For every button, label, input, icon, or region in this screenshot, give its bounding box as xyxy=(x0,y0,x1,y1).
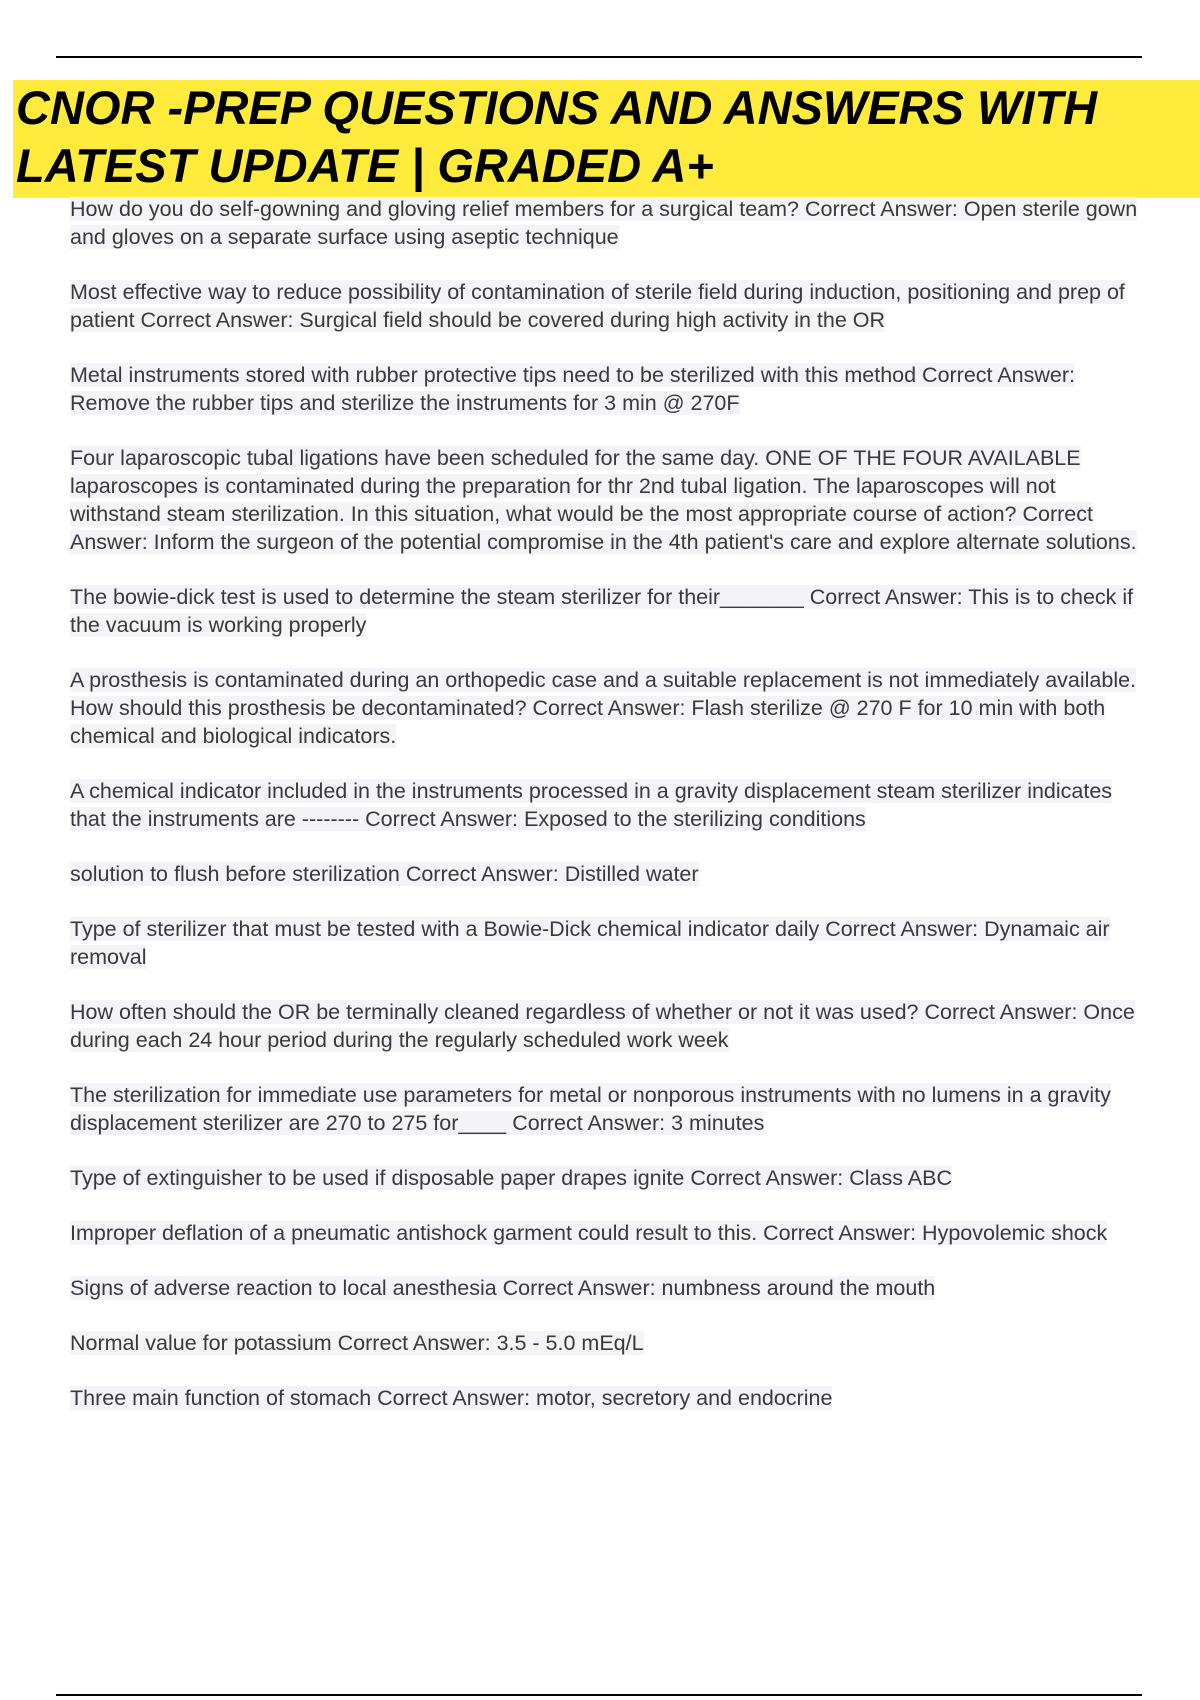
qa-item xyxy=(70,777,1150,833)
qa-list xyxy=(70,195,1150,1439)
qa-item xyxy=(70,1329,1150,1357)
qa-item-text: Type of sterilizer that must be tested with a Bowie-Dick chemical indicator daily Correct Answer: Dynamaic air removal xyxy=(70,917,1110,969)
qa-item-text: The bowie-dick test is used to determine the steam sterilizer for their_______ Correct Answer: This is to check if the vacuum is working properly xyxy=(70,585,1134,637)
qa-item xyxy=(70,583,1150,639)
top-divider xyxy=(56,56,1142,58)
qa-item xyxy=(70,444,1150,556)
qa-item xyxy=(70,1384,1150,1412)
qa-item-text: A chemical indicator included in the instruments processed in a gravity displacement steam sterilizer indicates that the instruments are -------- Correct Answer: Exposed to the sterilizing conditions xyxy=(70,779,1113,831)
qa-item xyxy=(70,860,1150,888)
qa-item xyxy=(70,361,1150,417)
qa-item xyxy=(70,915,1150,971)
qa-item-text: Most effective way to reduce possibility of contamination of sterile field during induction, positioning and prep of patient Correct Answer: Surgical field should be covered during high activity in the OR xyxy=(70,280,1125,332)
qa-item-text: Type of extinguisher to be used if disposable paper drapes ignite Correct Answer: Class ABC xyxy=(70,1166,952,1190)
bottom-divider xyxy=(56,1694,1142,1696)
qa-item-text: Metal instruments stored with rubber protective tips need to be sterilized with this method Correct Answer: Remove the rubber tips and sterilize the instruments for 3 min @ 270F xyxy=(70,363,1075,415)
qa-item-text: A prosthesis is contaminated during an orthopedic case and a suitable replacement is not immediately available. How should this prosthesis be decontaminated? Correct Answer: Flash sterilize @ 270 F for 10 min with both chemical and biological indicators. xyxy=(70,668,1137,748)
qa-item xyxy=(70,278,1150,334)
qa-item-text: solution to flush before sterilization Correct Answer: Distilled water xyxy=(70,862,699,886)
qa-item-text: The sterilization for immediate use parameters for metal or nonporous instruments with no lumens in a gravity displacement sterilizer are 270 to 275 for____ Correct Answer: 3 minutes xyxy=(70,1083,1111,1135)
qa-item xyxy=(70,1164,1150,1192)
qa-item-text: How often should the OR be terminally cleaned regardless of whether or not it was used? Correct Answer: Once during each 24 hour period during the regularly scheduled work week xyxy=(70,1000,1135,1052)
document-title-line-2: LATEST UPDATE | GRADED A+ xyxy=(16,139,714,192)
qa-item xyxy=(70,1219,1150,1247)
qa-item-text: Signs of adverse reaction to local anesthesia Correct Answer: numbness around the mouth xyxy=(70,1276,936,1300)
qa-item-text: How do you do self-gowning and gloving relief members for a surgical team? Correct Answer: Open sterile gown and gloves on a separate surface using aseptic technique xyxy=(70,197,1138,249)
qa-item xyxy=(70,1274,1150,1302)
document-title-line-1: CNOR -PREP QUESTIONS AND ANSWERS WITH xyxy=(16,81,1098,134)
qa-item xyxy=(70,1081,1150,1137)
qa-item-text: Improper deflation of a pneumatic antishock garment could result to this. Correct Answer: Hypovolemic shock xyxy=(70,1221,1108,1245)
qa-item-text: Four laparoscopic tubal ligations have been scheduled for the same day. ONE OF THE FOUR AVAILABLE laparoscopes is contaminated during the preparation for thr 2nd tubal ligation. The laparoscopes will not withstand steam sterilization. In this situation, what would be the most appropriate course of action? Correct Answer: Inform the surgeon of the potential compromise in the 4th patient's care and explore alternate solutions. xyxy=(70,446,1137,554)
qa-item xyxy=(70,666,1150,750)
qa-item-text: Normal value for potassium Correct Answer: 3.5 - 5.0 mEq/L xyxy=(70,1331,644,1355)
qa-item xyxy=(70,195,1150,251)
qa-item-text: Three main function of stomach Correct Answer: motor, secretory and endocrine xyxy=(70,1386,833,1410)
qa-item xyxy=(70,998,1150,1054)
